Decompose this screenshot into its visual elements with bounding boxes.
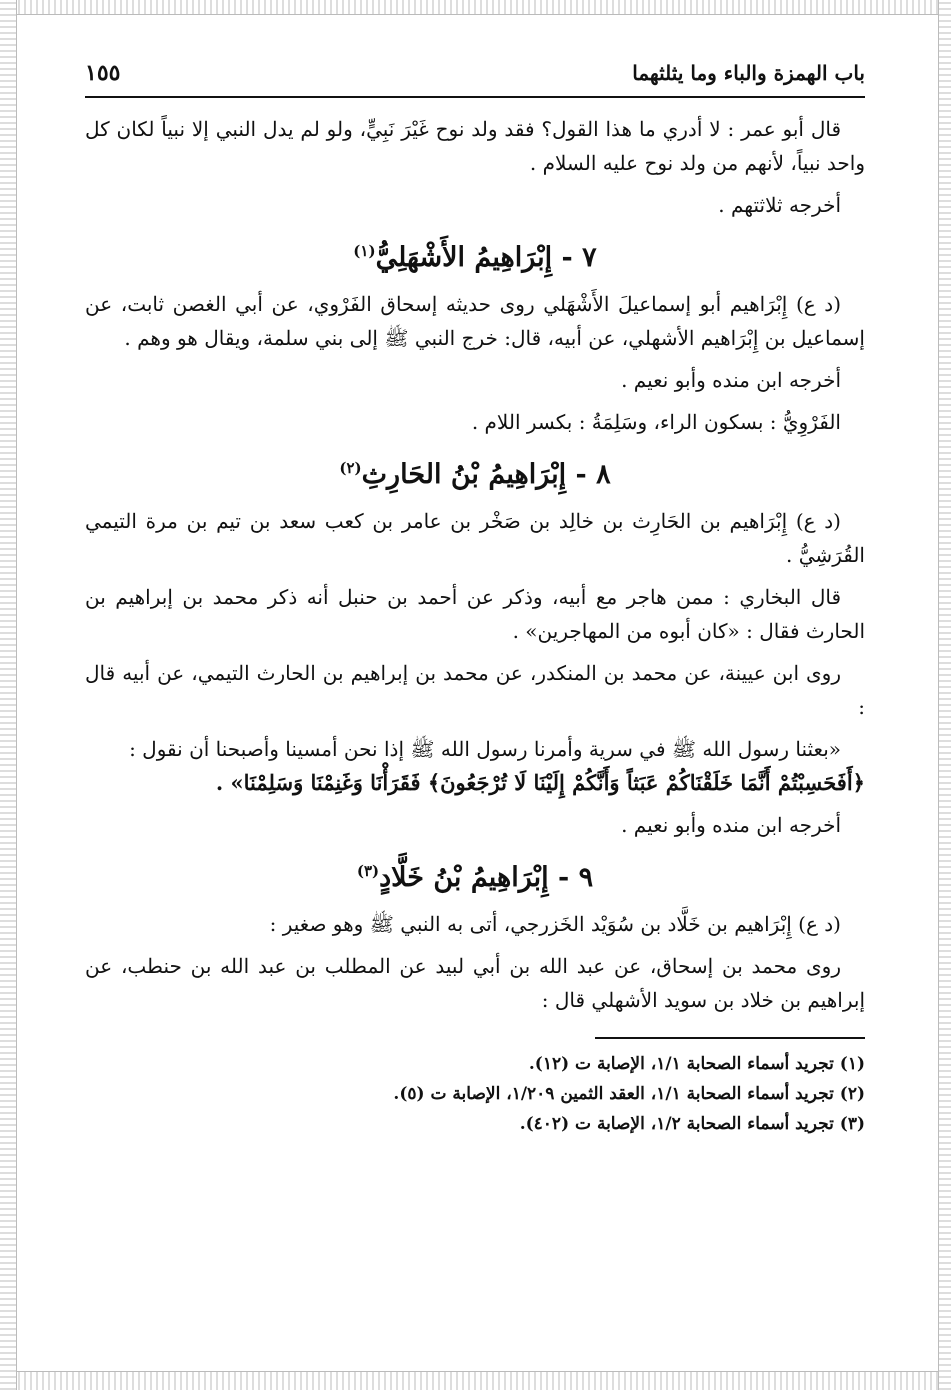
footnote: (٢) تجريد أسماء الصحابة ١/١، العقد الثمين ١/٢٠٩، الإصابة ت (٥). [393, 1084, 865, 1104]
paragraph: الفَرْوِيُّ : بسكون الراء، وسَلِمَةُ : بكسر اللام . [471, 410, 841, 434]
footnote-ref: (١) [353, 242, 376, 260]
entry-heading-8 [85, 449, 865, 494]
paragraph: أخرجه ابن منده وأبو نعيم . [621, 813, 841, 837]
entry-heading-text: ٩ - إِبْرَاهِيمُ بْنُ خَلَّادٍ [379, 862, 594, 893]
footnote-ref: (٣) [356, 862, 380, 880]
paragraph: قال أبو عمر : لا أدري ما هذا القول؟ فقد ولد نوح غَيْرَ نَبِيٍّ، ولو لم يدل النبي إلا نبياً لكان كل واحد نبياً، لأنهم من ولد نوح عليه السلام . [85, 117, 865, 175]
entry-heading-7 [85, 232, 865, 277]
entry-heading-9 [85, 852, 865, 897]
body-text [85, 112, 865, 1017]
paragraph: أخرجه ثلاثتهم . [718, 193, 841, 217]
running-head [85, 60, 865, 98]
paragraph: «بعثنا رسول الله ﷺ في سرية وأمرنا رسول الله ﷺ إذا نحن أمسينا وأصبحنا أن نقول : [129, 737, 841, 761]
paragraph: (د ع) إِبْرَاهيم أبو إسماعيلَ الأَشْهَلي روى حديثه إسحاق الفَرْوي، عن أبي الغصن ثابت، عن إسماعيل بن إِبْرَاهيم الأشهلي، عن أبيه، قال: خرج النبي ﷺ إلى بني سلمة، ويقال هو وهم . [85, 292, 865, 350]
page-border-left [0, 0, 17, 1390]
entry-heading-text: ٨ - إِبْرَاهِيمُ بْنُ الحَارِثِ [361, 459, 611, 490]
chapter-title: باب الهمزة والباء وما يثلثهما [632, 61, 865, 85]
footnote-ref: (٢) [339, 459, 362, 477]
footnote: (١) تجريد أسماء الصحابة ١/١، الإصابة ت (١٢). [528, 1054, 865, 1074]
footnote-rule [595, 1037, 865, 1039]
paragraph: قال البخاري : ممن هاجر مع أبيه، وذكر عن أحمد بن حنبل أنه ذكر محمد بن إبراهيم بن الحارث فقال : «كان أبوه من المهاجرين» . [85, 585, 865, 643]
entry-heading-text: ٧ - إِبْرَاهِيمُ الأَشْهَلِيُّ [375, 242, 597, 273]
page-number: ١٥٥ [85, 60, 121, 86]
footnotes [85, 1049, 865, 1139]
paragraph: (د ع) إِبْرَاهيم بن الحَارِث بن خالِد بن صَخْر بن عامر بن كعب سعد بن تيم بن مرة التيمي القُرَشِيُّ . [85, 509, 865, 567]
page-border-right [938, 0, 951, 1390]
page-border-top [0, 0, 951, 15]
page-border-bottom [0, 1371, 951, 1390]
footnote: (٣) تجريد أسماء الصحابة ١/٢، الإصابة ت (٤٠٢). [519, 1114, 865, 1134]
quran-verse: ﴿أَفَحَسِبْتُمْ أَنَّمَا خَلَقْنَاكُمْ عَبَثاً وَأَنَّكُمْ إِلَيْنَا لَا تُرْجَعُونَ﴾ فَقَرَأْنَا وَغَنِمْنَا وَسَلِمْنَا» . [215, 770, 865, 795]
paragraph: (د ع) إِبْرَاهيم بن خَلَّاد بن سُوَيْد الخَزرجي، أتى به النبي ﷺ وهو صغير : [269, 912, 841, 936]
document-page [85, 60, 865, 1139]
paragraph: روى ابن عيينة، عن محمد بن المنكدر، عن محمد بن إبراهيم بن الحارث التيمي، عن أبيه قال : [85, 661, 865, 719]
paragraph: روى محمد بن إسحاق، عن عبد الله بن أبي لبيد عن المطلب بن عبد الله بن حنطب، عن إبراهيم بن خلاد بن سويد الأشهلي قال : [85, 954, 865, 1012]
paragraph: أخرجه ابن منده وأبو نعيم . [621, 368, 841, 392]
